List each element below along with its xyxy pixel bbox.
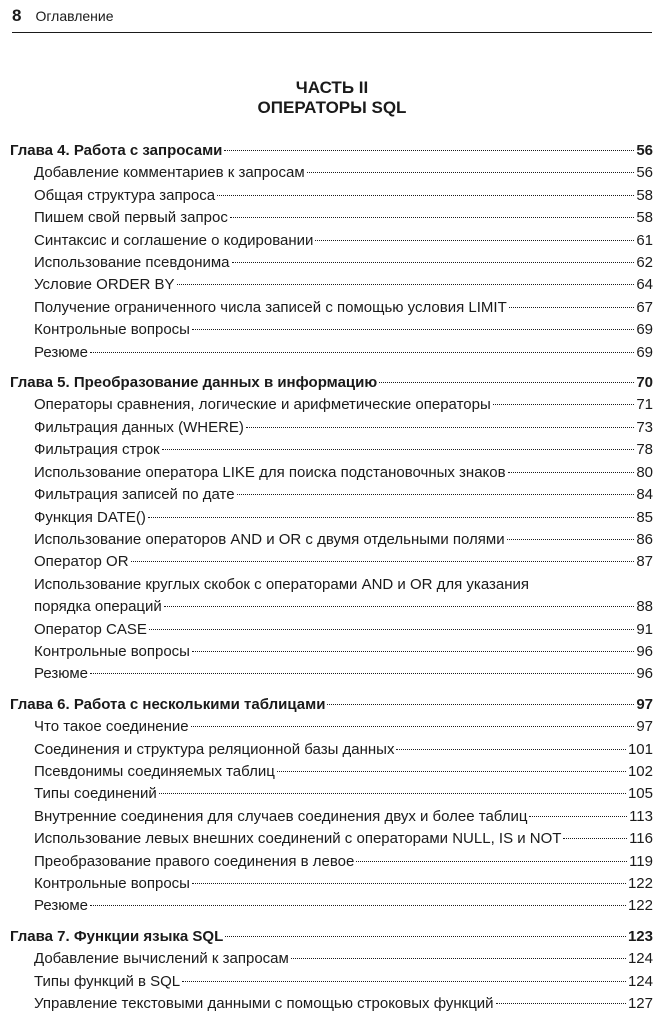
dot-leader	[356, 861, 627, 862]
dot-leader	[164, 606, 635, 607]
section-page: 58	[636, 186, 653, 204]
section-entry[interactable]	[10, 828, 653, 850]
dot-leader	[225, 936, 626, 937]
dot-leader	[246, 427, 634, 428]
section-page: 105	[627, 785, 653, 803]
section-title: Резюме	[34, 897, 88, 915]
section-page: 61	[636, 231, 653, 249]
dot-leader	[493, 404, 635, 405]
dot-leader	[182, 981, 626, 982]
dot-leader	[148, 517, 634, 518]
section-title: Добавление вычислений к запросам	[34, 950, 289, 968]
section-entry[interactable]	[10, 761, 653, 783]
section-title: Операторы сравнения, логические и арифметические операторы	[34, 396, 491, 414]
chapter-entry[interactable]	[10, 140, 653, 162]
section-title: Контрольные вопросы	[34, 321, 190, 339]
section-title: Типы функций в SQL	[34, 972, 181, 990]
section-page: 97	[636, 718, 653, 736]
section-page: 124	[627, 972, 653, 990]
section-page: 56	[636, 164, 653, 182]
dot-leader	[177, 284, 635, 285]
section-page: 113	[629, 807, 653, 825]
section-entry[interactable]	[10, 641, 653, 663]
section-title: Оператор CASE	[34, 620, 147, 638]
dot-leader	[131, 561, 635, 562]
section-entry[interactable]	[10, 162, 653, 184]
section-title: порядка операций	[34, 598, 162, 616]
section-page: 122	[627, 897, 653, 915]
chapter-block	[10, 694, 653, 918]
dot-leader	[192, 651, 634, 652]
section-page: 85	[636, 508, 653, 526]
section-entry[interactable]	[10, 783, 653, 805]
dot-leader	[90, 905, 626, 906]
section-title: Использование псевдонима	[34, 254, 230, 272]
dot-leader	[277, 771, 626, 772]
section-entry-line[interactable]: Использование круглых скобок с операторами AND и OR для указания	[34, 575, 529, 593]
section-entry[interactable]	[10, 230, 653, 252]
section-page: 101	[627, 740, 653, 758]
section-title: Общая структура запроса	[34, 186, 216, 204]
section-entry[interactable]	[10, 342, 653, 364]
dot-leader	[496, 1003, 626, 1004]
section-title: Преобразование правого соединения в левое	[34, 852, 355, 870]
section-entry[interactable]	[10, 252, 653, 274]
section-page: 88	[636, 598, 653, 616]
section-page: 69	[636, 343, 653, 361]
section-title: Условие ORDER BY	[34, 276, 175, 294]
dot-leader	[159, 793, 626, 794]
section-page: 62	[636, 254, 653, 272]
section-entry[interactable]	[10, 297, 653, 319]
section-page: 122	[627, 875, 653, 892]
section-entry[interactable]	[10, 185, 653, 207]
section-page: 119	[629, 852, 653, 870]
section-title: Фильтрация данных (WHERE)	[34, 418, 244, 436]
section-entry[interactable]	[10, 417, 653, 439]
section-page: 116	[629, 830, 653, 848]
chapter-title: Глава 5. Преобразование данных в информацию	[10, 374, 378, 392]
section-entry[interactable]	[10, 439, 653, 461]
section-entry[interactable]	[10, 948, 653, 970]
section-title: Получение ограниченного числа записей с помощью условия LIMIT	[34, 298, 507, 316]
chapter-title: Глава 7. Функции языка SQL	[10, 927, 224, 945]
dot-leader	[507, 539, 635, 540]
chapter-entry[interactable]	[10, 694, 653, 716]
section-page: 73	[636, 418, 653, 436]
section-title: Оператор OR	[34, 553, 129, 571]
dot-leader	[529, 816, 627, 817]
section-page: 96	[636, 665, 653, 683]
table-of-contents	[10, 140, 653, 1023]
chapter-title: Глава 4. Работа с запросами	[10, 142, 223, 159]
section-title: Использование левых внешних соединений с операторами NULL, IS и NOT	[34, 830, 562, 848]
chapter-block	[10, 926, 653, 1016]
section-entry[interactable]	[10, 993, 653, 1015]
section-title: Псевдонимы соединяемых таблиц	[34, 762, 275, 780]
section-title: Контрольные вопросы	[34, 642, 190, 660]
section-entry[interactable]	[10, 971, 653, 993]
section-title: Использование оператора LIKE для поиска подстановочных знаков	[34, 463, 506, 481]
dot-leader	[230, 217, 634, 218]
chapter-page: 123	[627, 927, 653, 945]
dot-leader	[315, 240, 634, 241]
section-entry[interactable]	[10, 895, 653, 917]
section-entry[interactable]	[10, 484, 653, 506]
section-entry[interactable]	[10, 873, 653, 895]
section-entry[interactable]	[10, 319, 653, 341]
section-entry[interactable]	[10, 596, 653, 618]
section-page: 58	[636, 209, 653, 227]
chapter-page: 70	[636, 374, 653, 392]
chapter-block	[10, 140, 653, 364]
section-entry[interactable]	[10, 507, 653, 529]
section-entry[interactable]	[10, 739, 653, 761]
section-page: 127	[627, 995, 653, 1013]
section-page: 102	[627, 762, 653, 780]
dot-leader	[192, 883, 626, 884]
section-title: Добавление комментариев к запросам	[34, 164, 305, 182]
section-title: Использование операторов AND и OR с двумя отдельными полями	[34, 530, 505, 548]
section-entry[interactable]	[10, 394, 653, 416]
section-entry[interactable]	[10, 529, 653, 551]
dot-leader	[162, 449, 635, 450]
section-title: Функция DATE()	[34, 508, 146, 526]
page-number: 8	[12, 6, 22, 25]
section-entry[interactable]	[10, 551, 653, 573]
section-entry[interactable]	[10, 806, 653, 828]
section-title: Типы соединений	[34, 785, 157, 803]
section-title: Фильтрация строк	[34, 441, 160, 459]
section-title: Фильтрация записей по дате	[34, 486, 235, 504]
part-heading	[0, 78, 664, 118]
section-entry[interactable]	[10, 716, 653, 738]
section-title: Резюме	[34, 665, 88, 683]
section-title: Резюме	[34, 343, 88, 361]
dot-leader	[291, 958, 626, 959]
section-title: Соединения и структура реляционной базы данных	[34, 740, 395, 758]
dot-leader	[327, 704, 634, 705]
section-page: 84	[636, 486, 653, 504]
dot-leader	[149, 629, 634, 630]
section-entry[interactable]	[10, 274, 653, 296]
chapter-block	[10, 372, 653, 686]
section-entry[interactable]	[10, 619, 653, 641]
dot-leader	[307, 172, 635, 173]
section-page: 71	[636, 396, 653, 414]
section-title: Пишем свой первый запрос	[34, 209, 228, 227]
section-page: 78	[636, 441, 653, 459]
dot-leader	[191, 726, 635, 727]
dot-leader	[509, 307, 635, 308]
section-page: 124	[627, 950, 653, 968]
dot-leader	[396, 749, 626, 750]
dot-leader	[90, 352, 634, 353]
section-entry[interactable]	[10, 462, 653, 484]
section-page: 67	[636, 298, 653, 316]
section-title: Управление текстовыми данными с помощью строковых функций	[34, 995, 494, 1013]
dot-leader	[379, 382, 634, 383]
chapter-entry[interactable]	[10, 926, 653, 948]
section-title: Что такое соединение	[34, 718, 189, 736]
dot-leader	[237, 494, 635, 495]
dot-leader	[563, 838, 627, 839]
section-title: Внутренние соединения для случаев соединения двух и более таблиц	[34, 807, 528, 825]
section-page: 80	[636, 463, 653, 481]
chapter-title: Глава 6. Работа с несколькими таблицами	[10, 695, 326, 713]
part-title: ОПЕРАТОРЫ SQL	[257, 98, 407, 117]
section-entry[interactable]	[10, 663, 653, 685]
section-page: 87	[636, 553, 653, 571]
dot-leader	[224, 150, 634, 151]
dot-leader	[217, 195, 634, 196]
section-page: 86	[636, 530, 653, 548]
section-title: Синтаксис и соглашение о кодировании	[34, 231, 314, 249]
running-head	[12, 6, 652, 33]
section-page: 91	[636, 620, 653, 638]
section-page: 64	[636, 276, 653, 294]
section-page: 69	[636, 321, 653, 339]
section-title: Контрольные вопросы	[34, 875, 190, 892]
part-number: ЧАСТЬ II	[295, 78, 369, 97]
chapter-page: 97	[636, 695, 653, 713]
dot-leader	[232, 262, 635, 263]
running-head-title: Оглавление	[35, 8, 114, 24]
section-entry[interactable]	[10, 207, 653, 229]
chapter-entry[interactable]	[10, 372, 653, 394]
chapter-page: 56	[636, 142, 653, 159]
dot-leader	[192, 329, 634, 330]
dot-leader	[508, 472, 635, 473]
section-entry[interactable]	[10, 851, 653, 873]
dot-leader	[90, 673, 634, 674]
section-page: 96	[636, 642, 653, 660]
